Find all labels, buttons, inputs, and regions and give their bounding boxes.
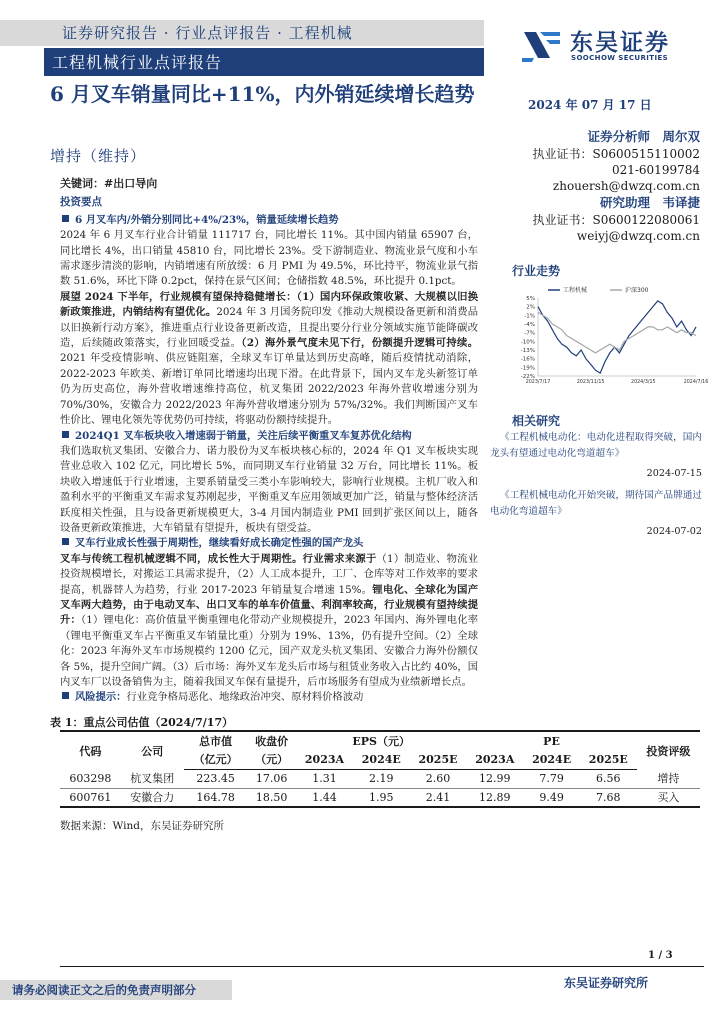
cell-eps: 1.31	[296, 769, 353, 788]
bullet-square-icon	[62, 692, 69, 699]
y-tick-label: -19%	[520, 365, 535, 372]
paragraph-2-bold: 展望 2024 下半年，行业规模有望保持稳健增长：（1）国内环保政策收紧、大规模以旧换新政策推进，内销结构有望优化。	[60, 290, 478, 319]
header-code: 代码	[60, 731, 121, 769]
summary-title: 投资要点	[60, 196, 102, 209]
cell-pe: 7.79	[523, 769, 580, 788]
report-link[interactable]: 《工程机械电动化：电动化进程取得突破，国内龙头有望通过电动化弯道超车》	[490, 432, 702, 459]
cell-rating: 增持	[637, 769, 700, 788]
paragraph-4-bold-2: 锂电化、全球化为国产叉车两大趋势，由于电动叉车、出口叉车的单车价值量、利润率较高，行业规模有望持续提升：	[60, 583, 479, 627]
cell-pe: 7.68	[580, 788, 637, 807]
paragraph-4-text: （1）制造业、物流业投资规模增长，对搬运工具需求提升，（2）人工成本提升，工厂、仓库等对工作效率的要求提高，机器替人为趋势，行业 2017-2023 年销量复合增速 15%。	[60, 552, 478, 596]
cell-pe: 12.99	[466, 769, 523, 788]
assistant-cert: 执业证书：S0600122080061	[532, 213, 700, 227]
breadcrumb: 证券研究报告 · 行业点评报告 · 工程机械	[62, 24, 353, 42]
paragraph-2-text: 2024 年 3 月国务院印发《推动大规模设备更新和消费品以旧换新行动方案》，推进重点行业设备更新改造，且提出要分行业分领域实施节能降碳改造，后续随政策落实，行业回暖受益。	[60, 306, 479, 350]
paragraph-3: 我们选取杭叉集团、安徽合力、诺力股份为叉车板块核心标的，2024 年 Q1 叉车板块实现营业总收入 102 亿元，同比增长 5%，而同期叉车行业销量 32 万台，同比增长 11%。板块收入增速低于行业增速，主要系销量受三类小车影响较大，影响行业规模。主机厂收入和盈利水平的平衡重叉车需求复苏刚起步，平衡重叉车应用领域更加广泛，销量与整体经济活跃度相关性强，且与设备更新规模更大，3-4 月国内制造业 PMI 回到扩张区间以上，随各设备更新政策推进，大车销量有望提升，板块有望受益。	[60, 444, 478, 534]
logo-text-en: SOOCHOW SECURITIES	[571, 54, 669, 62]
footer-divider	[60, 966, 704, 967]
cell-price: 18.50	[247, 788, 296, 807]
logo-mark-icon	[520, 26, 564, 64]
y-tick-label: 5%	[526, 296, 535, 302]
y-tick-label: -22%	[520, 374, 535, 380]
keywords: 关键词：#出口导向	[60, 177, 158, 190]
cell-pe: 6.56	[580, 769, 637, 788]
report-title: 6 月叉车销量同比+11%，内外销延续增长趋势	[50, 82, 475, 106]
header-year: 2023A	[296, 750, 353, 769]
assistant-role: 研究助理 韦译捷	[599, 195, 700, 210]
header-year: 2024E	[353, 750, 410, 769]
header-year: 2024E	[523, 750, 580, 769]
header-year: 2025E	[410, 750, 467, 769]
cell-eps: 2.60	[410, 769, 467, 788]
cell-eps: 1.95	[353, 788, 410, 807]
paragraph-2	[60, 290, 478, 429]
header-company: 公司	[121, 731, 184, 769]
series-line-1	[538, 301, 696, 373]
table-title: 表 1：重点公司估值（2024/7/17）	[50, 716, 234, 729]
legend-label: 工程机械	[563, 287, 588, 294]
risk-text: 行业竞争格局恶化、地缘政治冲突、原材料价格波动	[126, 691, 364, 704]
page-number: 1 / 3	[648, 950, 673, 961]
valuation-table	[60, 730, 700, 808]
paragraph-4	[60, 552, 478, 691]
x-tick-label: 2023/11/15	[576, 380, 605, 385]
trend-chart	[512, 282, 709, 386]
cell-code: 600761	[60, 788, 121, 807]
bullet-2	[60, 429, 478, 444]
y-tick-label: -16%	[520, 356, 535, 363]
paragraph-4-bold: 叉车与传统工程机械逻辑不同，成长性大于周期性。行业需求来源于	[60, 552, 377, 565]
bullet-3-text: 叉车行业成长性强于周期性，继续看好成长确定性强的国产龙头	[75, 537, 364, 550]
y-tick-label: -4%	[524, 322, 535, 328]
disclaimer-link[interactable]: 请务必阅读正文之后的免责声明部分	[12, 983, 196, 997]
header-year: 2023A	[466, 750, 523, 769]
cell-rating: 买入	[637, 788, 700, 807]
trend-title: 行业走势	[512, 264, 561, 278]
assistant-email[interactable]: weiyj@dwzq.com.cn	[576, 229, 700, 243]
analyst-phone: 021-60199784	[611, 163, 700, 177]
x-tick-label: 2024/3/15	[631, 380, 656, 385]
y-tick-label: -13%	[520, 348, 535, 354]
table-row	[60, 788, 700, 807]
header-price: 收盘价	[247, 731, 296, 750]
header-eps: EPS（元）	[296, 731, 466, 750]
y-tick-label: -7%	[524, 330, 535, 337]
bullet-3	[60, 536, 478, 551]
footer-org: 东吴证券研究所	[564, 976, 649, 990]
risk-warning	[60, 690, 478, 705]
analyst-block	[500, 128, 700, 244]
bullet-1-text: 6 月叉车内/外销分别同比+4%/23%，销量延续增长趋势	[75, 213, 339, 226]
analyst-role: 证券分析师 周尔双	[587, 129, 700, 144]
report-date-1: 2024-07-15	[646, 468, 702, 479]
related-research	[490, 430, 702, 546]
paragraph-2-text-2: 2021 年受疫情影响、供应链阻塞，全球叉车订单量达到历史高峰，随后疫情扰动消除，2022-2023 年欧美、新增订单同比增速均出现下滑。在此背景下，国内叉车龙头新签订单仍为历史高位，海外营收增速维持高位，杭叉集团 2022/2023 年海外营收增速分别为 70%/30%，安徽合力 2022/2023 年海外营收增速分别为 57%/32%。我们判断国产叉车性价比、锂电化领先等优势仍可持续，将驱动份额持续提升。	[60, 352, 478, 427]
analyst-cert: 执业证书：S0600515110002	[532, 147, 700, 161]
x-tick-label: 2024/7/16	[683, 380, 709, 385]
bullet-2-text: 2024Q1 叉车板块收入增速弱于销量，关注后续平衡重叉车复苏优化结构	[75, 429, 412, 442]
header-pe: PE	[466, 731, 636, 750]
bullet-square-icon	[62, 431, 69, 438]
header-year: 2025E	[580, 750, 637, 769]
cell-price: 17.06	[247, 769, 296, 788]
y-tick-label: -10%	[520, 339, 535, 346]
cell-pe: 12.89	[466, 788, 523, 807]
cell-code: 603298	[60, 769, 121, 788]
cell-pe: 9.49	[523, 788, 580, 807]
report-link[interactable]: 《工程机械电动化开始突破，期待国产品牌通过电动化弯道超车》	[490, 490, 702, 517]
bullet-square-icon	[62, 215, 69, 222]
cell-eps: 2.19	[353, 769, 410, 788]
header-mcap: 总市值	[184, 731, 247, 750]
paragraph-1: 2024 年 6 月叉车行业合计销量 111717 台，同比增长 11%。其中国内销量 65907 台，同比增长 4%，出口销量 45810 台，同比增长 23%。受下游制造业、物流业景气度和小车需求逐步清淡的影响，内销增速有所放缓：6 月 PMI 为 49.5%，环比持平，物流业景气指数 51.6%，环比下降 0.2pct，保持在景气区间；仓储指数 48.5%，环比提升 0.1pct。	[60, 229, 478, 288]
report-date-2: 2024-07-02	[646, 526, 702, 537]
cell-eps: 2.41	[410, 788, 467, 807]
analyst-email[interactable]: zhouersh@dwzq.com.cn	[552, 179, 700, 193]
trend-chart-svg	[512, 282, 709, 386]
cell-company: 杭叉集团	[121, 769, 184, 788]
cell-mcap: 164.78	[184, 788, 247, 807]
cell-company: 安徽合力	[121, 788, 184, 807]
header-price-unit: （元）	[247, 750, 296, 769]
bullet-1	[60, 213, 478, 228]
investment-rating: 增持（维持）	[50, 147, 147, 165]
cell-mcap: 223.45	[184, 769, 247, 788]
header-rating: 投资评级	[637, 731, 700, 769]
brand-logo	[520, 24, 710, 68]
bullet-square-icon	[62, 538, 69, 545]
research-title: 相关研究	[512, 414, 561, 428]
legend-label: 沪深300	[625, 287, 649, 294]
y-tick-label: 2%	[526, 304, 535, 311]
cell-eps: 1.44	[296, 788, 353, 807]
paragraph-2-bold-2: （2）海外景气度未见下行，份额提升逻辑可持续。	[241, 337, 478, 350]
y-tick-label: -1%	[524, 313, 535, 320]
report-subtitle: 工程机械行业点评报告	[52, 53, 223, 72]
report-date: 2024 年 07 月 17 日	[528, 98, 652, 112]
paragraph-4-text-2: （1）锂电化：高价值量平衡重锂电化带动产业规模提升，2023 年国内、海外锂电化率（锂电平衡重叉车占平衡重叉车销量比重）分别为 19%、13%，仍有提升空间。（2）全球化：2023 年海外叉车市场规模约 1200 亿元，国产双龙头杭叉集团、安徽合力海外份额仅各 5%，提升空间广阔。（3）后市场：海外叉车龙头后市场与租赁业务收入占比约 40%，国内叉车厂以设备销售为主，随着我国叉车保有量提升，后市场服务有望成为业绩新增长点。	[60, 614, 478, 688]
table-row	[60, 769, 700, 788]
header-mcap-unit: （亿元）	[184, 750, 247, 769]
summary-column	[60, 176, 478, 706]
x-tick-label: 2023/7/17	[525, 380, 551, 385]
logo-text: 东吴证券	[570, 30, 670, 56]
table-source: 数据来源：Wind，东吴证券研究所	[60, 820, 224, 832]
risk-label: 风险提示：	[75, 691, 127, 704]
